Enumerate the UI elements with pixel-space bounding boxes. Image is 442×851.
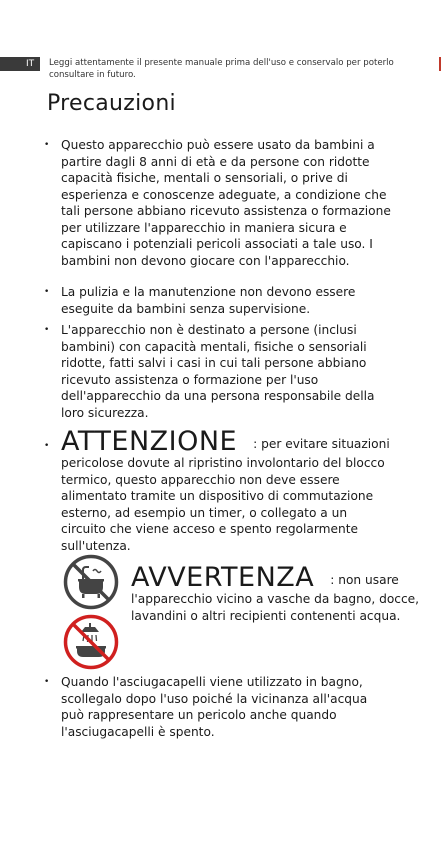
avvertenza-text: : non usare l'apparecchio vicino a vasche da bagno, docce, lavandini o altri recipienti contenenti acqua. — [131, 573, 420, 623]
list-item — [44, 322, 391, 421]
attenzione-title: ATTENZIONE — [61, 426, 238, 457]
bullet-icon: • — [44, 441, 50, 451]
item-text: Questo apparecchio può essere usato da bambini a partire dagli 8 anni di età e da persone con ridotte capacità fisiche, mentali o sensoriali, o prive di esperienza e conoscenze adeguate, a condizione che tali persone abbiano ricevuto assistenza o formazione per utilizzare l'apparecchio in maniera sicura e capiscano i potenziali pericoli associati a tale uso. I bambini non devono giocare con l'apparecchio. — [61, 138, 391, 268]
bullet-icon: • — [44, 325, 50, 335]
page-title: Precauzioni — [47, 91, 176, 116]
bullet-icon: • — [44, 140, 50, 150]
attenzione-item — [44, 426, 391, 554]
item-text: L'apparecchio non è destinato a persone (inclusi bambini) con capacità mentali, fisiche o sensoriali ridotte, fatti salvi i casi in cui tali persone abbiano ricevuto assistenza o formazione per l'uso dell'apparecchio da una persona responsabile della loro sicurezza. — [61, 323, 375, 420]
language-tab: IT — [0, 57, 40, 71]
bullet-icon: • — [44, 677, 50, 687]
list-item — [44, 137, 391, 269]
list-item — [44, 674, 391, 740]
avvertenza-block — [131, 564, 441, 624]
avvertenza-title: AVVERTENZA — [131, 562, 315, 593]
item-text: La pulizia e la manutenzione non devono essere eseguite da bambini senza supervisione. — [61, 285, 356, 316]
no-shower-icon — [63, 614, 119, 670]
edge-marker — [439, 57, 441, 71]
no-bathtub-icon — [63, 554, 119, 610]
attenzione-text: : per evitare situazioni pericolose dovute al ripristino involontario del blocco termico, questo apparecchio non deve essere alimentato tramite un dispositivo di commutazione esterno, ad esempio un timer, o collegato a un circuito che viene acceso e spento regolarmente sull'utenza. — [61, 437, 390, 553]
list-item — [44, 284, 391, 317]
intro-text: Leggi attentamente il presente manuale prima dell'uso e conservalo per poterlo consultare in futuro. — [49, 58, 394, 80]
item-text: Quando l'asciugacapelli viene utilizzato in bagno, scollegalo dopo l'uso poiché la vicinanza all'acqua può rappresentare un pericolo anche quando l'asciugacapelli è spento. — [61, 675, 368, 739]
bullet-icon: • — [44, 287, 50, 297]
